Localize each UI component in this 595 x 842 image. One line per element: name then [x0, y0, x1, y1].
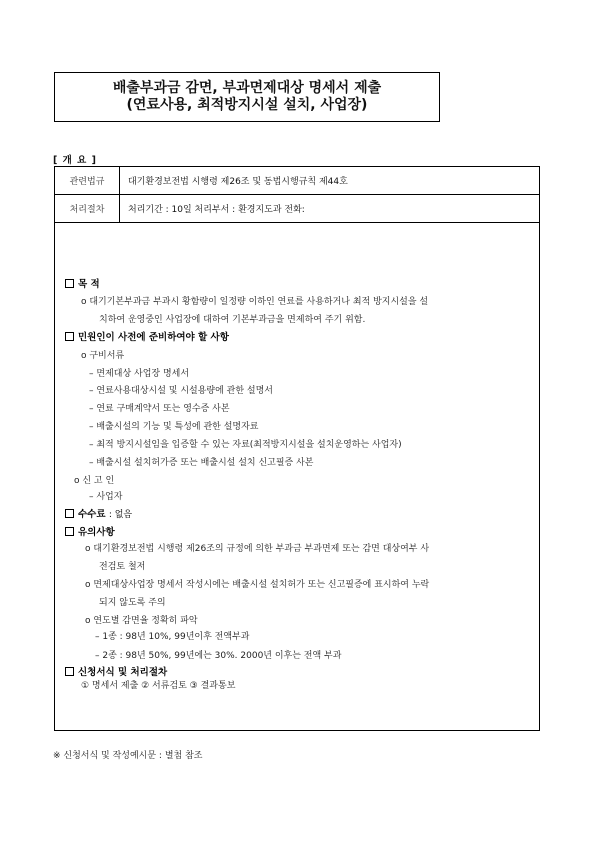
- section-notes-heading: 유의사항: [65, 527, 115, 538]
- section-prep-heading: 민원인이 사전에 준비하여야 할 사항: [65, 332, 229, 343]
- note-item: o 연도별 감면율 정확히 파악: [85, 616, 198, 626]
- info-table: [54, 166, 540, 223]
- doc-item: – 배출시설의 기능 및 특성에 관한 설명자료: [89, 422, 259, 432]
- purpose-text: o 대기기본부과금 부과시 황함량이 일정량 이하인 연료를 사용하거나 최적 방지시설을 설: [81, 297, 429, 307]
- note-item: o 대기환경보전법 시행령 제26조의 규정에 의한 부과금 부과면제 또는 감면 대상여부 사: [85, 544, 430, 554]
- info-row-law: [55, 167, 540, 195]
- info-value: 처리기간 : 10일 처리부서 : 환경지도과 전화:: [120, 195, 540, 223]
- info-label: 처리절차: [55, 195, 120, 223]
- purpose-text-cont: 치하여 운영중인 사업장에 대하여 기본부과금을 면제하여 주기 위함.: [99, 315, 366, 325]
- note-item-cont: 전검토 철저: [99, 562, 146, 572]
- section-purpose-heading: 목 적: [65, 279, 100, 290]
- docs-label: o 구비서류: [81, 351, 125, 361]
- fee-value: : 없음: [108, 510, 133, 520]
- procedure-steps: ① 명세서 제출 ② 서류검토 ③ 결과통보: [81, 681, 236, 691]
- applicant-item: – 사업자: [89, 492, 123, 502]
- footnote: ※ 신청서식 및 작성예시문 : 별첨 참조: [53, 751, 203, 761]
- doc-item: – 배출시설 설치허가증 또는 배출시설 설치 신고필증 사본: [89, 458, 314, 468]
- content-box: [54, 220, 540, 731]
- overview-label: [ 개 요 ]: [53, 155, 97, 166]
- checkbox-icon: [65, 667, 74, 676]
- document-title-box: [54, 72, 440, 122]
- doc-item: – 최적 방지시설임을 입증할 수 있는 자료(최적방지시설을 설치운영하는 사업자): [89, 440, 402, 450]
- document-title-line1: 배출부과금 감면, 부과면제대상 명세서 제출: [112, 80, 382, 96]
- doc-item: – 연료사용대상시설 및 시설용량에 관한 설명서: [89, 386, 273, 396]
- checkbox-icon: [65, 279, 74, 288]
- note-item: o 면제대상사업장 명세서 작성시에는 배출시설 설치허가 또는 신고필증에 표시하여 누락: [85, 580, 430, 590]
- doc-item: – 연료 구매계약서 또는 영수증 사본: [89, 404, 230, 414]
- checkbox-icon: [65, 527, 74, 536]
- doc-item: – 면제대상 사업장 명세서: [89, 369, 190, 379]
- info-label: 관련법규: [55, 167, 120, 195]
- info-value: 대기환경보전법 시행령 제26조 및 동법시행규칙 제44호: [120, 167, 540, 195]
- note-item-cont: 되지 않도록 주의: [99, 598, 166, 608]
- info-row-procedure: [55, 195, 540, 223]
- section-procedure-heading: 신청서식 및 처리절차: [65, 667, 167, 678]
- document-title-line2: (연료사용, 최적방지시설 설치, 사업장): [126, 97, 368, 113]
- checkbox-icon: [65, 509, 74, 518]
- section-fee: 수수료 : 없음: [65, 509, 132, 521]
- rate-item: – 1종 : 98년 10%, 99년이후 전액부과: [95, 632, 250, 642]
- applicant-label: o 신 고 인: [74, 476, 115, 486]
- checkbox-icon: [65, 332, 74, 341]
- rate-item: – 2종 : 98년 50%, 99년에는 30%. 2000년 이후는 전액 부과: [95, 651, 342, 661]
